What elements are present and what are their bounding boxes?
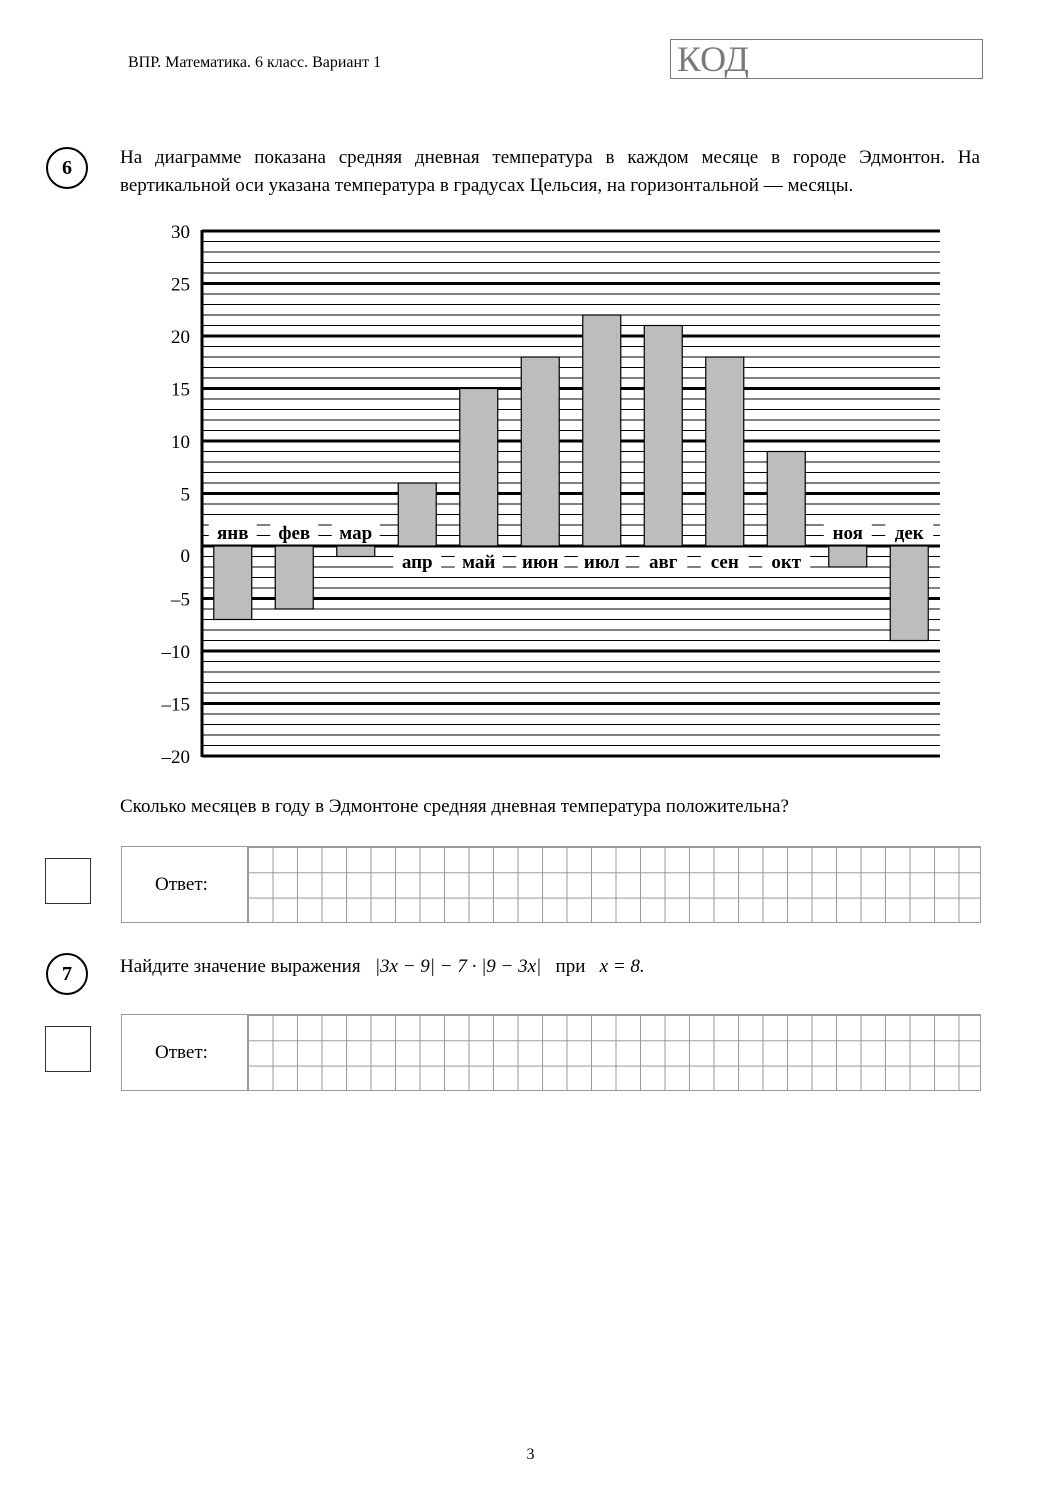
task-7-condition: x = 8. xyxy=(599,956,645,977)
y-tick-label: 25 xyxy=(171,274,190,296)
category-label: мар xyxy=(339,523,373,544)
task-6-text: На диаграмме показана средняя дневная температура в каждом месяце в городе Эдмонтон. На вертикальной оси указана температура в градусах Цельсия, на горизонтальной — месяцы. xyxy=(120,147,980,196)
bar xyxy=(460,389,498,547)
y-tick-label: 10 xyxy=(171,432,190,453)
y-tick-label: 30 xyxy=(171,222,190,243)
bar xyxy=(398,483,436,546)
category-label: фев xyxy=(278,523,311,544)
task-7-prefix: Найдите значение выражения xyxy=(120,956,361,977)
task-7-expression: |3x − 9| − 7 · |9 − 3x| xyxy=(374,956,542,977)
y-tick-label: 15 xyxy=(171,379,190,401)
task-7-condition-word: при xyxy=(555,956,586,977)
y-tick-label: –20 xyxy=(161,747,190,768)
category-label: янв xyxy=(217,523,249,544)
category-label: ноя xyxy=(832,523,863,544)
task-6-answer-area[interactable] xyxy=(121,846,981,923)
page-number: 3 xyxy=(526,1446,535,1463)
bar xyxy=(521,357,559,546)
category-label: апр xyxy=(401,552,433,573)
category-label: окт xyxy=(771,552,802,573)
task-7-answer-area[interactable] xyxy=(121,1014,981,1091)
category-label: июн xyxy=(522,552,559,573)
task-7-text xyxy=(120,953,980,981)
category-label: авг xyxy=(649,552,678,573)
task-6-answer-grid[interactable] xyxy=(248,847,980,922)
bar xyxy=(583,315,621,546)
chart-grid xyxy=(202,231,940,756)
task-6-number: 6 xyxy=(46,147,88,189)
bar xyxy=(644,326,682,547)
bar xyxy=(890,546,928,641)
task-7-answer-grid[interactable] xyxy=(248,1015,980,1090)
y-tick-label: 5 xyxy=(180,484,190,506)
exam-title: ВПР. Математика. 6 класс. Вариант 1 xyxy=(128,54,382,71)
bar xyxy=(275,546,313,609)
category-label: июл xyxy=(583,552,620,573)
task-7-answer-label: Ответ: xyxy=(122,1015,248,1090)
task-6-question: Сколько месяцев в году в Эдмонтоне средняя дневная температура положительна? xyxy=(120,796,789,817)
y-tick-label: 20 xyxy=(171,327,190,348)
code-field[interactable]: КОД xyxy=(670,39,983,79)
task-6-answer-label: Ответ: xyxy=(122,847,248,922)
category-label: дек xyxy=(894,523,924,544)
category-label: май xyxy=(462,552,496,573)
task-7-number: 7 xyxy=(46,953,88,995)
y-tick-label: –10 xyxy=(161,642,190,663)
bar xyxy=(767,452,805,547)
y-tick-label: –15 xyxy=(161,694,190,716)
bar xyxy=(214,546,252,620)
temperature-bar-chart xyxy=(150,215,960,775)
bar xyxy=(337,546,375,557)
y-tick-label: 0 xyxy=(180,546,190,567)
bar xyxy=(829,546,867,567)
category-label: сен xyxy=(710,552,739,573)
y-tick-label: –5 xyxy=(171,589,190,611)
bar xyxy=(706,357,744,546)
chart-bars xyxy=(214,315,929,641)
task-6-score-box xyxy=(45,858,91,904)
task-7-score-box xyxy=(45,1026,91,1072)
